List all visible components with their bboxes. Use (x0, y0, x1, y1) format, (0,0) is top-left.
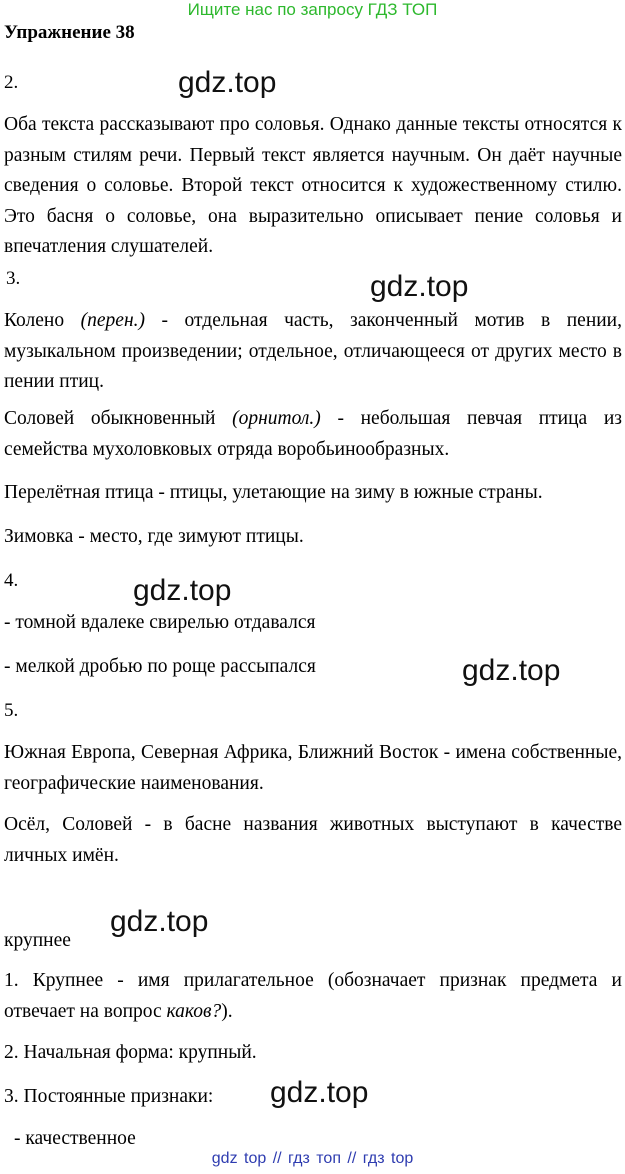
exercise-title: Упражнение 38 (4, 22, 135, 43)
watermark: gdz.top (178, 66, 277, 99)
zimovka-definition: Зимовка - место, где зимуют птицы. (4, 526, 304, 547)
pereletnaya-definition: Перелётная птица - птицы, улетающие на зиму в южные страны. (4, 482, 543, 503)
watermark: gdz.top (270, 1076, 369, 1109)
koleno-definition (4, 306, 622, 398)
definition: - небольшая певчая птица из семейства мухоловковых отряда воробьинообразных. (4, 408, 623, 460)
section-number-5: 5. (4, 700, 19, 721)
analysis-item-3-sub: - качественное (14, 1128, 136, 1149)
section-number-3: 3. (6, 268, 21, 289)
definition: - отдельная часть, законченный мотив в пении, музыкальном произведении; отдельное, отличающееся от других место в пении птиц. (4, 310, 622, 392)
watermark: gdz.top (133, 574, 232, 607)
section-number-4: 4. (4, 570, 19, 591)
section-5-para-2: Осёл, Соловей - в басне названия животных выступают в качестве личных имён. (4, 814, 622, 866)
watermark: gdz.top (462, 654, 561, 687)
analysis-word: крупнее (4, 930, 71, 951)
term-note: (перен.) (80, 310, 145, 331)
section-4-line-1: - томной вдалеке свирелью отдавался (4, 612, 316, 633)
watermark: gdz.top (370, 270, 469, 303)
section-4-line-2: - мелкой дробью по роще рассыпался (4, 656, 316, 677)
analysis-item-3: 3. Постоянные признаки: (4, 1086, 214, 1107)
solovey-definition (4, 404, 622, 465)
section-2-text: Оба текста рассказывают про соловья. Однако данные тексты относятся к разным стилям речи. Первый текст является научным. Он даёт научные сведения о соловье. Второй текст относится к художественному стилю. Это басня о соловье, она выразительно описывает пение соловья и впечатления слушателей. (4, 114, 622, 257)
analysis-item-1-text: 1. Крупнее - имя прилагательное (обозначает признак предмета и отвечает на вопрос (4, 970, 622, 1022)
analysis-item-2: 2. Начальная форма: крупный. (4, 1042, 257, 1063)
term-note: (орнитол.) (232, 408, 321, 429)
analysis-item-1 (4, 966, 622, 1027)
watermark: gdz.top (110, 905, 209, 938)
section-number-2: 2. (4, 72, 19, 93)
term: Соловей обыкновенный (4, 408, 216, 429)
term: Колено (4, 310, 65, 331)
analysis-item-1-question: каков? (166, 1000, 222, 1022)
promo-banner[interactable]: Ищите нас по запросу ГДЗ ТОП (187, 0, 438, 19)
analysis-item-1-end: ). (221, 1000, 233, 1022)
footer-links[interactable]: gdz top // гдз топ // гдз top (211, 1150, 414, 1167)
section-5-para-1: Южная Европа, Северная Африка, Ближний Восток - имена собственные, географические наименования. (4, 742, 622, 794)
